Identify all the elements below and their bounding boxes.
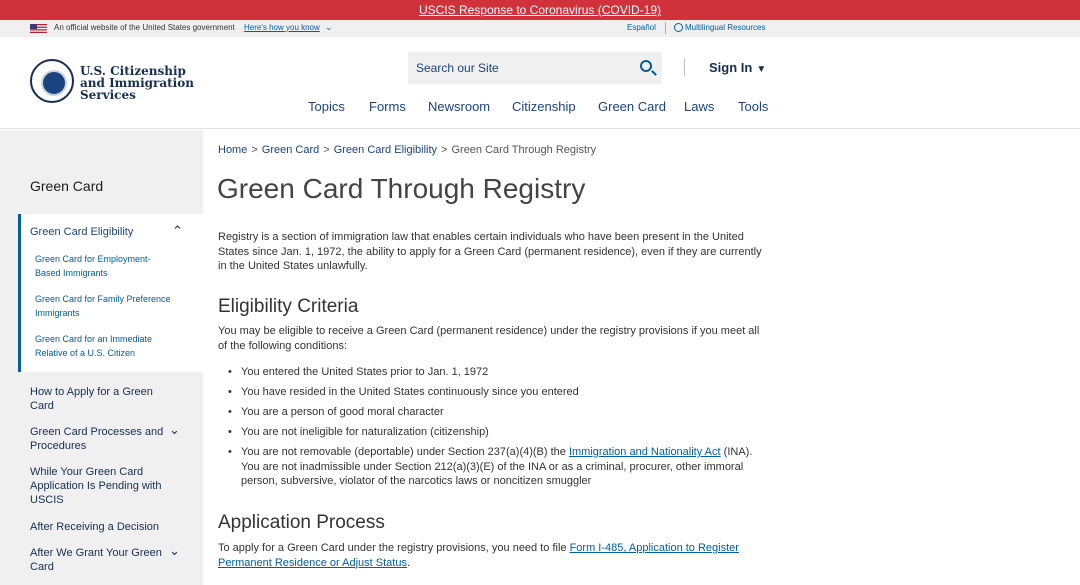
sidebar-active-section bbox=[18, 214, 203, 372]
agency-name[interactable] bbox=[80, 64, 194, 102]
nav-topics[interactable]: Topics bbox=[308, 99, 345, 114]
sidebar-subitem-immediate-relative[interactable]: Green Card for an Immediate Relative of a U.S. Citizen bbox=[35, 334, 153, 358]
list-item: • You entered the United States prior to Jan. 1, 1972 bbox=[228, 365, 768, 380]
search-icon[interactable] bbox=[640, 60, 652, 72]
list-item bbox=[228, 445, 768, 489]
agency-line-2: and Immigration bbox=[80, 76, 194, 90]
nav-green-card[interactable]: Green Card bbox=[598, 99, 666, 114]
gov-banner bbox=[0, 20, 1080, 37]
breadcrumb-home[interactable]: Home bbox=[218, 144, 248, 156]
eligibility-heading: Eligibility Criteria bbox=[218, 296, 359, 317]
breadcrumb-separator: > bbox=[251, 144, 258, 156]
list-item: • You are not ineligible for naturalization (citizenship) bbox=[228, 425, 768, 440]
sidebar-item-green-card-eligibility[interactable]: Green Card Eligibility bbox=[30, 226, 134, 238]
espanol-link[interactable]: Español bbox=[627, 23, 656, 32]
sign-in-button[interactable] bbox=[709, 60, 766, 75]
breadcrumb-separator: > bbox=[441, 144, 448, 156]
list-item: • You have resided in the United States continuously since you entered bbox=[228, 385, 768, 400]
list-item: • You are a person of good moral character bbox=[228, 405, 768, 420]
dhs-seal-logo[interactable] bbox=[30, 59, 74, 103]
nav-tools[interactable]: Tools bbox=[738, 99, 769, 114]
application-text: To apply for a Green Card under the registry provisions, you need to file bbox=[218, 542, 570, 554]
sidebar-title[interactable]: Green Card bbox=[30, 178, 104, 194]
agency-line-1: U.S. Citizenship bbox=[80, 64, 186, 78]
sidebar-subitem-family[interactable]: Green Card for Family Preference Immigrants bbox=[35, 294, 171, 318]
covid-alert-bar bbox=[0, 0, 1080, 20]
banner-divider bbox=[665, 22, 666, 34]
sidebar-item-after-grant[interactable]: After We Grant Your Green Card bbox=[30, 547, 162, 573]
header-divider bbox=[684, 58, 685, 76]
application-paragraph bbox=[218, 541, 763, 570]
criteria-list bbox=[228, 365, 768, 489]
globe-icon bbox=[674, 23, 683, 32]
chevron-down-icon[interactable]: ⌄ bbox=[325, 22, 333, 32]
intro-paragraph: Registry is a section of immigration law that enables certain individuals who have been present in the United States since Jan. 1, 1972, the ability to apply for a Green Card (permanent residence), even if they are currently in the United States unlawfully. bbox=[218, 231, 762, 272]
covid-alert-link[interactable]: USCIS Response to Coronavirus (COVID-19) bbox=[418, 3, 662, 17]
breadcrumb-green-card[interactable]: Green Card bbox=[261, 144, 320, 156]
nav-forms[interactable]: Forms bbox=[369, 99, 406, 114]
breadcrumb bbox=[218, 144, 596, 156]
form-i485-link[interactable]: Form I-485, Application to Register Permanent Residence or Adjust Status bbox=[218, 542, 739, 569]
chevron-down-icon[interactable]: ⌄ bbox=[169, 543, 180, 558]
official-site-text: An official website of the United States government bbox=[54, 23, 235, 32]
search-input[interactable] bbox=[408, 52, 628, 84]
nav-laws[interactable]: Laws bbox=[684, 99, 715, 114]
caret-down-icon: ▼ bbox=[756, 64, 767, 75]
sidebar bbox=[0, 130, 203, 585]
sidebar-item-how-to-apply[interactable]: How to Apply for a Green Card bbox=[30, 386, 153, 412]
application-heading: Application Process bbox=[218, 512, 385, 533]
multilingual-resources-link[interactable]: Multilingual Resources bbox=[685, 23, 766, 32]
agency-line-3: Services bbox=[80, 88, 136, 102]
site-header bbox=[0, 37, 1080, 129]
chevron-up-icon[interactable]: ⌃ bbox=[172, 223, 183, 238]
us-flag-icon bbox=[30, 24, 47, 33]
nav-newsroom[interactable]: Newsroom bbox=[428, 99, 491, 114]
sign-in-label: Sign In bbox=[709, 60, 753, 75]
eligibility-intro: You may be eligible to receive a Green Card (permanent residence) under the registry provisions if you meet all of the following conditions: bbox=[218, 325, 760, 352]
application-text: . bbox=[406, 556, 411, 569]
chevron-down-icon[interactable]: ⌄ bbox=[169, 422, 180, 437]
sidebar-item-after-decision[interactable]: After Receiving a Decision bbox=[30, 521, 160, 533]
criteria-text: (INA). You are not inadmissible under Section 212(a)(3)(E) of the INA or as a criminal, procurer, other immoral person, subversive, violator of the narcotics laws or noncitizen smuggler bbox=[241, 446, 753, 487]
sidebar-item-processes[interactable]: Green Card Processes and Procedures bbox=[30, 426, 164, 452]
page-title: Green Card Through Registry bbox=[217, 173, 586, 204]
criteria-text: You are not removable (deportable) under Section 237(a)(4)(B) the bbox=[241, 446, 569, 458]
breadcrumb-current: Green Card Through Registry bbox=[451, 144, 597, 156]
breadcrumb-separator: > bbox=[323, 144, 330, 156]
how-you-know-link[interactable]: Here's how you know bbox=[244, 23, 320, 32]
sidebar-item-pending[interactable]: While Your Green Card Application Is Pending with USCIS bbox=[30, 466, 162, 506]
breadcrumb-eligibility[interactable]: Green Card Eligibility bbox=[333, 144, 438, 156]
sidebar-subitem-employment[interactable]: Green Card for Employment-Based Immigrants bbox=[35, 254, 151, 278]
nav-citizenship[interactable]: Citizenship bbox=[512, 99, 576, 114]
ina-link[interactable]: Immigration and Nationality Act bbox=[568, 446, 721, 458]
site-search bbox=[408, 52, 662, 84]
